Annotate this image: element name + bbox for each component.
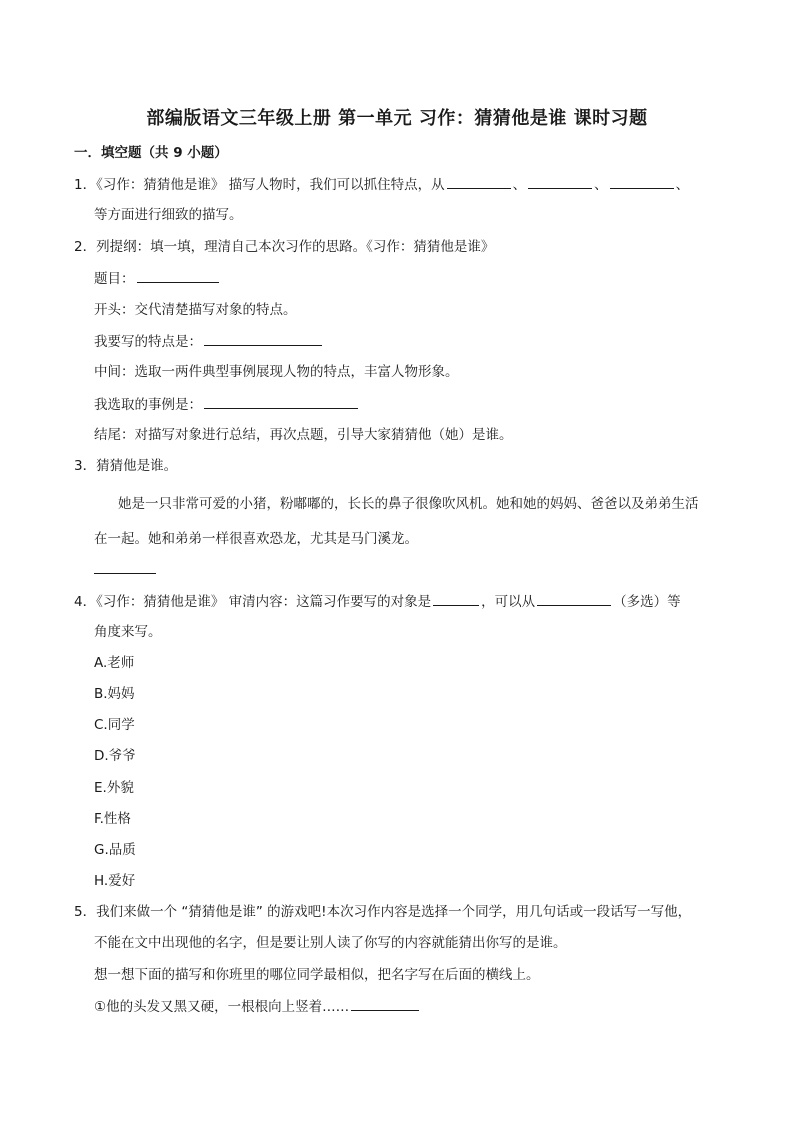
- outline-example-blank[interactable]: [204, 394, 358, 409]
- outline-title-row: [94, 268, 221, 289]
- question-5-text: 5．我们来做一个 “猜猜他是谁” 的游戏吧!本次习作内容是选择一个同学，用几句话或一段话写一写他，: [74, 904, 692, 920]
- q4-option-g[interactable]: G.品质: [94, 842, 136, 858]
- question-4-text-a: 4．《习作：猜猜他是谁》 审清内容：这篇习作要写的对象是: [74, 594, 432, 610]
- q4-option-d[interactable]: D.爷爷: [94, 748, 136, 764]
- q4-option-a[interactable]: A.老师: [94, 655, 135, 671]
- question-4-text-c: （多选）等: [613, 594, 681, 610]
- q5-item-1: [94, 996, 421, 1017]
- question-3-text: 3．猜猜他是谁。: [74, 458, 178, 474]
- question-2-text: 2．列提纲：填一填，理清自己本次习作的思路。《习作：猜猜他是谁》: [74, 239, 495, 255]
- question-4: [74, 591, 681, 612]
- question-4-text-b: ，可以从: [481, 594, 536, 610]
- q4-option-c[interactable]: C.同学: [94, 717, 135, 733]
- question-5-line-2: 不能在文中出现他的名字，但是要让别人读了你写的内容就能猜出你写的是谁。: [94, 935, 567, 951]
- outline-feature-label: 我要写的特点是：: [94, 334, 202, 350]
- document-title: 部编版语文三年级上册 第一单元 习作：猜猜他是谁 课时习题: [146, 108, 648, 129]
- q4-option-h[interactable]: H.爱好: [94, 873, 136, 889]
- question-1: [74, 174, 689, 195]
- outline-feature-row: [94, 331, 324, 352]
- question-1-text: 1．《习作：猜猜他是谁》 描写人物时，我们可以抓住特点，从: [74, 177, 445, 193]
- question-4-line-2: 角度来写。: [94, 624, 162, 640]
- q4-option-e[interactable]: E.外貌: [94, 780, 134, 796]
- outline-title-label: 题目：: [94, 271, 135, 287]
- section-heading: 一．填空题（共 9 小题）: [74, 145, 228, 161]
- question-1-line-2: 等方面进行细致的描写。: [94, 207, 243, 223]
- q1-blank-2[interactable]: [528, 174, 592, 189]
- outline-title-blank[interactable]: [137, 268, 219, 283]
- q1-blank-1[interactable]: [447, 174, 511, 189]
- outline-example-label: 我选取的事例是：: [94, 397, 202, 413]
- q4-blank-subject[interactable]: [433, 591, 479, 606]
- q3-answer-blank[interactable]: [94, 573, 156, 574]
- q1-separator-2: 、: [594, 177, 608, 193]
- question-5-line-3: 想一想下面的描写和你班里的哪位同学最相似，把名字写在后面的横线上。: [94, 967, 540, 983]
- q3-paragraph-line-1: 她是一只非常可爱的小猪，粉嘟嘟的，长长的鼻子很像吹风机。她和她的妈妈、爸爸以及弟弟生活: [118, 496, 699, 512]
- q3-paragraph-line-2: 在一起。她和弟弟一样很喜欢恐龙，尤其是马门溪龙。: [94, 531, 418, 547]
- outline-middle: 中间：选取一两件典型事例展现人物的特点，丰富人物形象。: [94, 364, 459, 380]
- q5-item-1-blank[interactable]: [351, 996, 419, 1011]
- q4-option-f[interactable]: F.性格: [94, 811, 131, 827]
- outline-ending: 结尾：对描写对象进行总结，再次点题，引导大家猜猜他（她）是谁。: [94, 427, 513, 443]
- outline-example-row: [94, 394, 360, 415]
- q1-separator-3: 、: [675, 177, 690, 193]
- q5-item-1-text: ①他的头发又黑又硬，一根根向上竖着……: [94, 999, 350, 1015]
- outline-opening: 开头：交代清楚描写对象的特点。: [94, 302, 297, 318]
- outline-feature-blank[interactable]: [204, 331, 322, 346]
- q4-blank-aspects[interactable]: [537, 591, 611, 606]
- q1-separator-1: 、: [512, 177, 527, 193]
- q4-option-b[interactable]: B.妈妈: [94, 686, 135, 702]
- q1-blank-3[interactable]: [610, 174, 674, 189]
